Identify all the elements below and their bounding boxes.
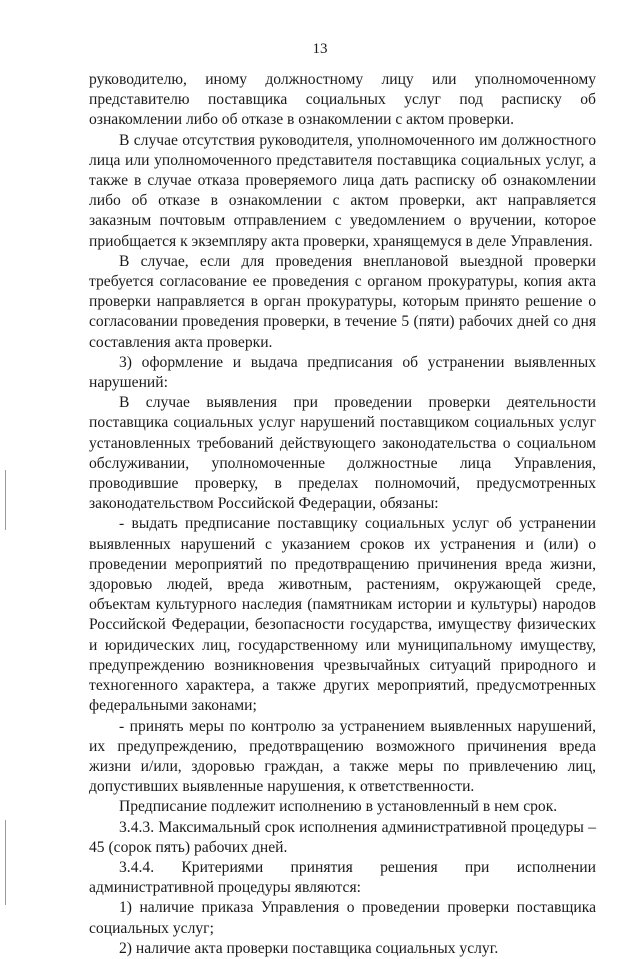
paragraph-control-measures: - принять меры по контролю за устранением выявленных нарушений, их предупреждению, предотвращению возможного причинения вреда жизни и/или, здоровью граждан, а также меры по привлечению лиц, допустивших выявленные нарушения, к ответственности.	[89, 717, 596, 796]
paragraph-order-deadline: Предписание подлежит исполнению в установленный в нем срок.	[119, 798, 558, 816]
page-number: 13	[312, 41, 328, 57]
paragraph-item-3: 3) оформление и выдача предписания об устранении выявленных нарушений:	[89, 353, 596, 392]
paragraph-criterion-1: 1) наличие приказа Управления о проведении проверки поставщика социальных услуг;	[89, 899, 596, 937]
document-body	[89, 70, 596, 959]
paragraph-prosecutor-approval: В случае, если для проведения внеплановой выездной проверки требуется согласование ее проведения с органом прокуратуры, копия акта проверки направляется в орган прокуратуры, которым принято решение о согласовании проведения проверки, в течение 5 (пяти) рабочих дней со дня составления акта проверки.	[89, 252, 596, 351]
margin-mark-bottom	[5, 820, 6, 905]
paragraph-3-4-4: 3.4.4. Критериями принятия решения при исполнении административной процедуры являются:	[89, 858, 596, 897]
paragraph-violations-found: В случае выявления при проведении проверки деятельности поставщика социальных услуг нарушений поставщиком социальных услуг установленных требований действующего законодательства о социальном обслуживании, уполномоченные должностные лица Управления, проводившие проверку, в пределах полномочий, предусмотренных законодательством Российской Федерации, обязаны:	[89, 394, 596, 513]
paragraph-criterion-2: 2) наличие акта проверки поставщика социальных услуг.	[119, 939, 499, 957]
paragraph-continuation: руководителю, иному должностному лицу или уполномоченному представителю поставщика социальных услуг под расписку об ознакомлении либо об отказе в ознакомлении с актом проверки.	[89, 71, 596, 129]
paragraph-issue-order: - выдать предписание поставщику социальных услуг об устранении выявленных нарушений с указанием сроков их устранения и (или) о проведении мероприятий по предотвращению причинения вреда жизни, здоровью людей, вреда животным, растениям, окружающей среде, объектам культурного наследия (памятникам истории и культуры) народов Российской Федерации, безопасности государства, имуществу физических и юридических лиц, государственному или муниципальному имуществу, предупреждению возникновения чрезвычайных ситуаций природного и техногенного характера, а также других мероприятий, предусмотренных федеральными законами;	[89, 515, 596, 715]
margin-mark-top	[5, 470, 6, 530]
paragraph-3-4-3: 3.4.3. Максимальный срок исполнения административной процедуры – 45 (сорок пять) рабочих дней.	[89, 818, 596, 856]
paragraph-absence-of-manager: В случае отсутствия руководителя, уполномоченного им должностного лица или уполномоченного представителя поставщика социальных услуг, а также в случае отказа проверяемого лица дать расписку об ознакомлении либо об отказе в ознакомлении с актом проверки, акт направляется заказным почтовым отправлением с уведомлением о вручении, которое приобщается к экземпляру акта проверки, хранящемуся в деле Управления.	[89, 131, 596, 250]
